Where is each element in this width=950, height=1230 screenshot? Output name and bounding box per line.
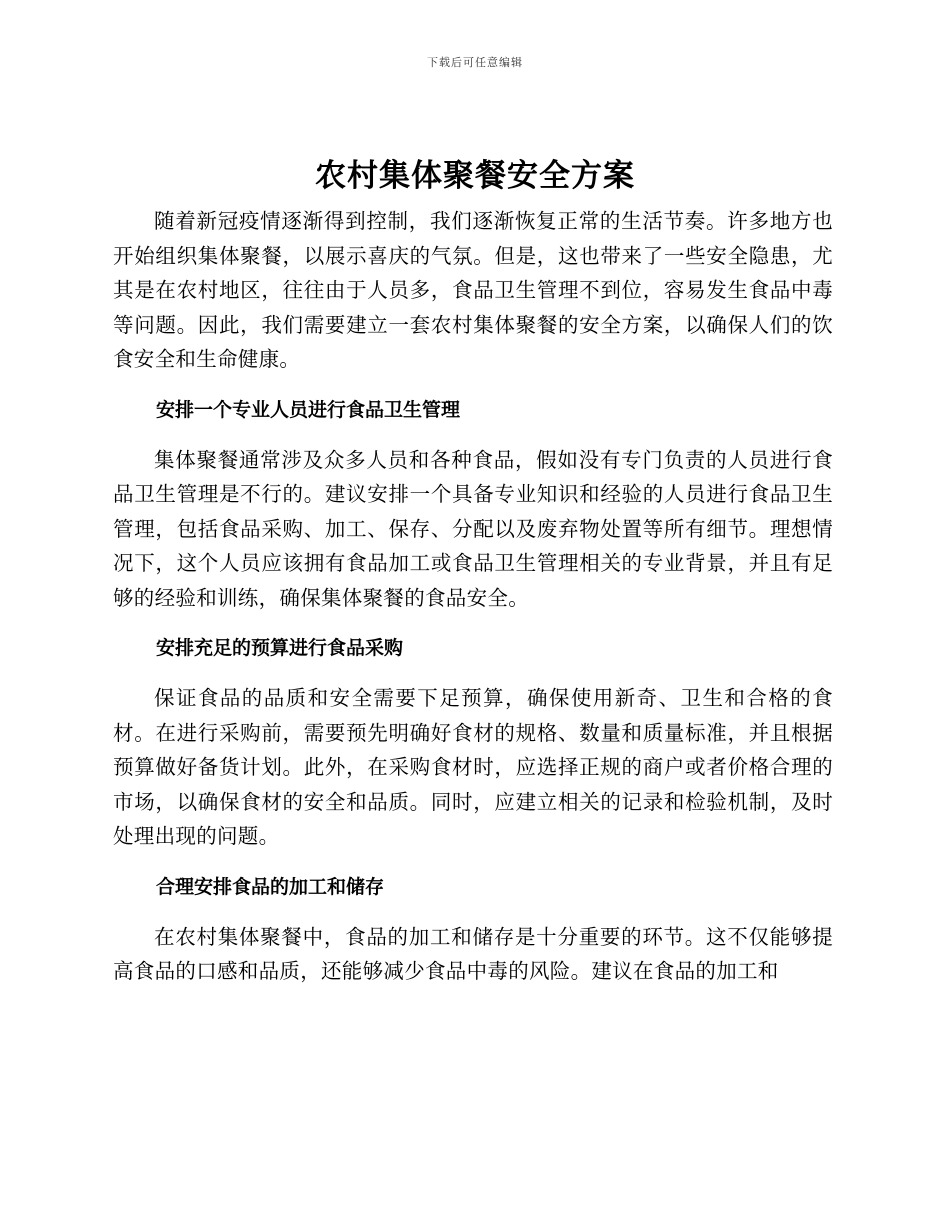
section-heading-hygiene: 安排一个专业人员进行食品卫生管理 [156,398,461,421]
section-heading-budget: 安排充足的预算进行食品采购 [156,637,404,659]
section-paragraph-budget: 保证食品的品质和安全需要下足预算，确保使用新奇、卫生和合格的食材。在进行采购前，需要预先明确好食材的规格、数量和质量标准，并且根据预算做好备货计划。此外，在采购食材时，应选择正规的商户或者价格合理的市场，以确保食材的安全和品质。同时，应建立相关的记录和检验机制，及时处理出现的问题。 [113,686,833,848]
document-title: 农村集体聚餐安全方案 [315,158,635,194]
intro-paragraph: 随着新冠疫情逐渐得到控制，我们逐渐恢复正常的生活节奏。许多地方也开始组织集体聚餐，以展示喜庆的气氛。但是，这也带来了一些安全隐患，尤其是在农村地区，往往由于人员多，食品卫生管理不到位，容易发生食品中毒等问题。因此，我们需要建立一套农村集体聚餐的安全方案，以确保人们的饮食安全和生命健康。 [113,209,833,371]
section-paragraph-hygiene: 集体聚餐通常涉及众多人员和各种食品，假如没有专门负责的人员进行食品卫生管理是不行的。建议安排一个具备专业知识和经验的人员进行食品卫生管理，包括食品采购、加工、保存、分配以及废弃物处置等所有细节。理想情况下，这个人员应该拥有食品加工或食品卫生管理相关的专业背景，并且有足够的经验和训练，确保集体聚餐的食品安全。 [113,447,833,610]
document-body [113,204,833,989]
header-note: 下载后可任意编辑 [427,56,523,69]
section-heading-processing: 合理安排食品的加工和储存 [156,875,385,898]
section-paragraph-processing: 在农村集体聚餐中，食品的加工和储存是十分重要的环节。这不仅能够提高食品的口感和品质，还能够减少食品中毒的风险。建议在食品的加工和 [113,924,833,983]
